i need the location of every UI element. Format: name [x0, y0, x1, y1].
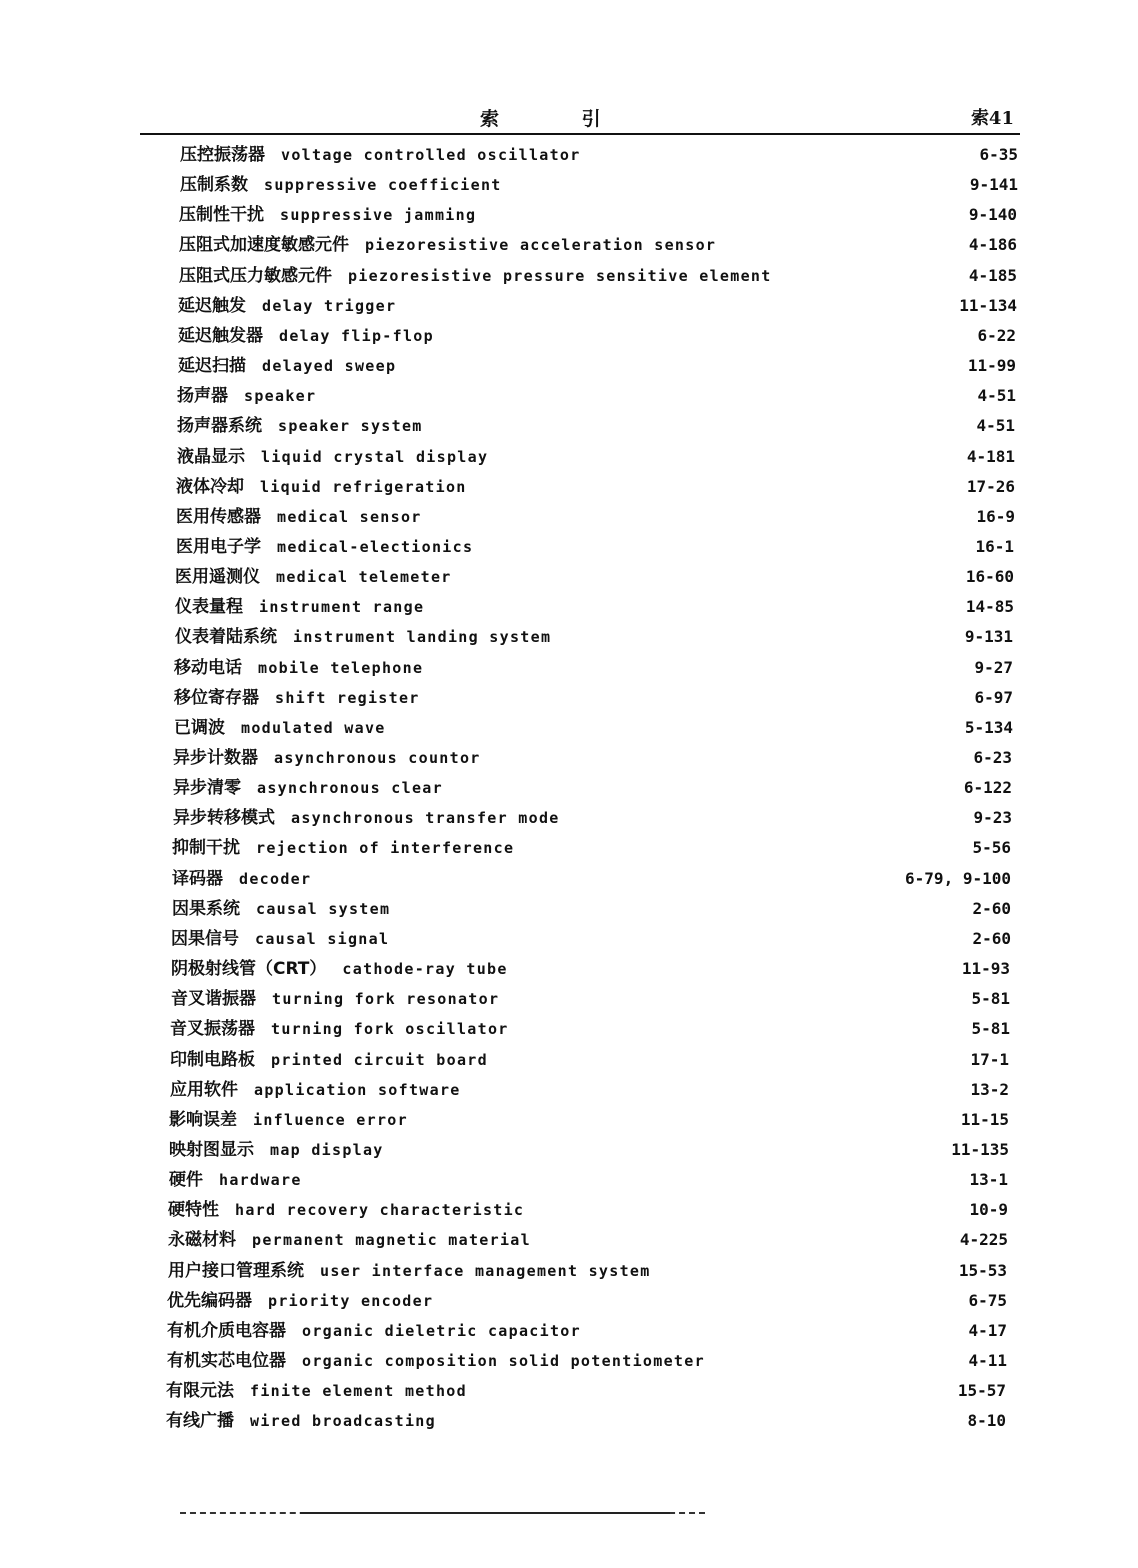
index-entry: [173, 773, 443, 803]
entry-page-reference: 2-60: [972, 929, 1011, 948]
entry-page-reference: 8-10: [967, 1411, 1006, 1430]
entry-term-chinese: 有限元法: [166, 1381, 234, 1401]
entry-page-reference: 4-17: [968, 1321, 1007, 1340]
entry-term-chinese: 移位寄存器: [174, 688, 259, 708]
entry-page-reference: 4-225: [959, 1230, 1008, 1249]
entry-term-chinese: 映射图显示: [169, 1140, 254, 1160]
entry-page-reference: 6-75: [968, 1291, 1007, 1310]
entry-page-reference: 16-60: [965, 567, 1014, 586]
entry-term-english: medical telemeter: [276, 568, 452, 586]
entry-term-chinese: 仪表量程: [175, 597, 243, 617]
entry-page-reference: 4-11: [968, 1351, 1007, 1370]
entry-page-reference: 4-51: [977, 386, 1016, 405]
entry-page-reference: 17-26: [966, 477, 1015, 496]
entry-term-english: asynchronous countor: [274, 749, 481, 767]
entry-term-english: influence error: [253, 1111, 408, 1129]
entry-term-english: hard recovery characteristic: [235, 1201, 525, 1219]
entry-page-reference: 16-1: [975, 537, 1014, 556]
entry-page-reference: 6-79, 9-100: [905, 869, 1011, 888]
entry-term-chinese: 压制系数: [180, 175, 248, 195]
entry-term-english: user interface management system: [320, 1262, 651, 1280]
entry-term-chinese: 有机实芯电位器: [167, 1351, 286, 1371]
entry-page-reference: 14-85: [965, 597, 1014, 616]
entry-term-english: permanent magnetic material: [252, 1231, 531, 1249]
entry-term-english: priority encoder: [268, 1292, 434, 1310]
entry-page-reference: 4-51: [976, 416, 1015, 435]
index-entry: [176, 532, 473, 562]
entry-term-english: liquid crystal display: [261, 448, 489, 466]
entry-page-reference: 16-9: [976, 507, 1015, 526]
entry-term-english: printed circuit board: [271, 1051, 488, 1069]
entry-term-english: suppressive jamming: [280, 206, 477, 224]
entry-term-english: instrument landing system: [293, 628, 552, 646]
index-entry: [176, 472, 467, 502]
entry-term-english: application software: [254, 1081, 461, 1099]
index-entry: [179, 200, 476, 230]
index-entry: [177, 381, 316, 411]
index-entry: [167, 1316, 581, 1346]
entry-page-reference: 15-53: [958, 1261, 1007, 1280]
entry-term-chinese: 音叉谐振器: [171, 989, 256, 1009]
index-entry: [171, 924, 389, 954]
index-entry: [170, 1014, 509, 1044]
index-entry: [178, 351, 396, 381]
entry-term-chinese: 压阻式压力敏感元件: [179, 266, 332, 286]
entry-term-chinese: 医用传感器: [176, 507, 261, 527]
entry-page-reference: 11-15: [960, 1110, 1009, 1129]
entry-term-english: turning fork resonator: [272, 990, 500, 1008]
entry-page-reference: 4-186: [968, 235, 1017, 254]
entry-page-reference: 11-93: [961, 959, 1010, 978]
entry-page-reference: 17-1: [970, 1050, 1009, 1069]
entry-term-english: speaker system: [278, 417, 423, 435]
index-entry: [170, 1075, 461, 1105]
entry-term-chinese: 有线广播: [166, 1411, 234, 1431]
entry-term-english: rejection of interference: [256, 839, 515, 857]
footer-rule: [300, 1512, 670, 1514]
entry-term-chinese: 扬声器: [177, 386, 228, 406]
entry-term-english: suppressive coefficient: [264, 176, 502, 194]
entry-term-chinese: 抑制干扰: [172, 838, 240, 858]
entry-term-chinese: 液晶显示: [177, 447, 245, 467]
index-entry: [169, 1135, 384, 1165]
running-header: [140, 104, 1020, 132]
index-entry: [173, 743, 481, 773]
index-entry: [180, 170, 502, 200]
index-entry: [178, 291, 396, 321]
entry-page-reference: 9-141: [969, 175, 1018, 194]
header-page-number: 索41: [970, 108, 1014, 129]
index-entry: [177, 442, 488, 472]
entry-term-english: causal signal: [255, 930, 390, 948]
entry-page-reference: 13-2: [970, 1080, 1009, 1099]
entry-page-reference: 15-57: [957, 1381, 1006, 1400]
entry-page-reference: 4-185: [968, 266, 1017, 285]
index-entry: [171, 984, 499, 1014]
entry-term-chinese: 有机介质电容器: [167, 1321, 286, 1341]
entry-page-reference: 11-135: [951, 1140, 1009, 1159]
entry-term-chinese: 用户接口管理系统: [168, 1261, 304, 1281]
entry-term-english: organic composition solid potentiometer: [302, 1352, 705, 1370]
entry-page-reference: 6-22: [977, 326, 1016, 345]
index-entry: [172, 833, 514, 863]
entry-term-english: wired broadcasting: [250, 1412, 436, 1430]
entry-term-english: liquid refrigeration: [260, 478, 467, 496]
entry-term-chinese: 异步清零: [173, 778, 241, 798]
entry-term-chinese: 压阻式加速度敏感元件: [179, 235, 349, 255]
entry-page-reference: 4-181: [966, 447, 1015, 466]
entry-term-english: organic dieletric capacitor: [302, 1322, 581, 1340]
entry-term-english: piezoresistive acceleration sensor: [365, 236, 717, 254]
entry-page-reference: 5-56: [972, 838, 1011, 857]
entry-term-chinese: 优先编码器: [167, 1291, 252, 1311]
header-title: 索 引: [480, 108, 639, 130]
index-entry: [178, 321, 434, 351]
entry-term-chinese: 硬特性: [168, 1200, 219, 1220]
entry-term-english: cathode-ray tube: [342, 960, 508, 978]
entry-term-chinese: 应用软件: [170, 1080, 238, 1100]
entry-term-chinese: 永磁材料: [168, 1230, 236, 1250]
entry-page-reference: 9-131: [964, 627, 1013, 646]
index-entry: [169, 1105, 408, 1135]
entry-page-reference: 6-23: [973, 748, 1012, 767]
entry-term-chinese: 已调波: [174, 718, 225, 738]
entry-term-english: decoder: [239, 870, 312, 888]
index-entry: [179, 230, 716, 260]
entry-page-reference: 5-134: [964, 718, 1013, 737]
index-entry: [172, 864, 311, 894]
index-entry: [166, 1376, 467, 1406]
index-entry: [168, 1195, 524, 1225]
index-entry: [169, 1165, 302, 1195]
entry-term-chinese: 扬声器系统: [177, 416, 262, 436]
entry-page-reference: 5-81: [971, 989, 1010, 1008]
entry-term-chinese: 液体冷却: [176, 477, 244, 497]
entry-page-reference: 10-9: [969, 1200, 1008, 1219]
entry-term-english: voltage controlled oscillator: [281, 146, 581, 164]
entry-term-chinese: 延迟触发器: [178, 326, 263, 346]
entry-term-chinese: 异步转移模式: [173, 808, 275, 828]
index-entry: [177, 411, 423, 441]
entry-term-chinese: 压控振荡器: [180, 145, 265, 165]
entry-term-chinese: 医用电子学: [176, 537, 261, 557]
entry-page-reference: 9-140: [968, 205, 1017, 224]
entry-term-english: modulated wave: [241, 719, 386, 737]
entry-page-reference: 13-1: [969, 1170, 1008, 1189]
index-entry: [168, 1256, 651, 1286]
entry-term-english: causal system: [256, 900, 391, 918]
entry-term-english: hardware: [219, 1171, 302, 1189]
index-entry: [172, 894, 390, 924]
entry-term-chinese: 医用遥测仪: [175, 567, 260, 587]
index-entry: [166, 1406, 436, 1436]
entry-term-chinese: 延迟扫描: [178, 356, 246, 376]
index-entry: [175, 622, 551, 652]
entry-term-chinese: 阴极射线管（CRT）: [171, 959, 327, 979]
index-entry: [180, 140, 581, 170]
entry-term-english: medical-electionics: [277, 538, 474, 556]
entry-term-chinese: 压制性干扰: [179, 205, 264, 225]
index-entry: [174, 653, 423, 683]
entry-page-reference: 6-35: [979, 145, 1018, 164]
entry-term-english: asynchronous transfer mode: [291, 809, 560, 827]
entry-term-english: speaker: [244, 387, 317, 405]
entry-term-chinese: 延迟触发: [178, 296, 246, 316]
entry-term-english: shift register: [275, 689, 420, 707]
index-entry: [173, 803, 560, 833]
entry-term-chinese: 因果系统: [172, 899, 240, 919]
entry-term-chinese: 印制电路板: [170, 1050, 255, 1070]
entry-term-chinese: 硬件: [169, 1170, 203, 1190]
entry-term-english: asynchronous clear: [257, 779, 443, 797]
entry-term-english: turning fork oscillator: [271, 1020, 509, 1038]
header-rule: [140, 133, 1020, 135]
entry-page-reference: 2-60: [972, 899, 1011, 918]
entry-page-reference: 6-97: [974, 688, 1013, 707]
index-entry: [168, 1225, 531, 1255]
entry-term-english: delayed sweep: [262, 357, 397, 375]
index-entry: [167, 1286, 433, 1316]
entry-term-chinese: 异步计数器: [173, 748, 258, 768]
entry-page-reference: 11-134: [959, 296, 1017, 315]
entry-term-chinese: 影响误差: [169, 1110, 237, 1130]
entry-page-reference: 9-27: [974, 658, 1013, 677]
entry-page-reference: 6-122: [963, 778, 1012, 797]
entry-term-chinese: 译码器: [172, 869, 223, 889]
index-entry: [179, 261, 772, 291]
entry-page-reference: 11-99: [967, 356, 1016, 375]
entry-term-english: map display: [270, 1141, 384, 1159]
entry-term-english: instrument range: [259, 598, 425, 616]
entry-term-chinese: 仪表着陆系统: [175, 627, 277, 647]
entry-term-chinese: 因果信号: [171, 929, 239, 949]
entry-term-english: mobile telephone: [258, 659, 424, 677]
entry-term-english: piezoresistive pressure sensitive element: [348, 267, 772, 285]
index-entry: [170, 1045, 488, 1075]
entry-term-chinese: 移动电话: [174, 658, 242, 678]
entry-term-english: medical sensor: [277, 508, 422, 526]
entry-term-chinese: 音叉振荡器: [170, 1019, 255, 1039]
entry-term-english: delay flip-flop: [279, 327, 434, 345]
index-entry: [176, 502, 422, 532]
index-entry: [174, 713, 386, 743]
entry-page-reference: 5-81: [971, 1019, 1010, 1038]
index-entry: [167, 1346, 705, 1376]
entry-page-reference: 9-23: [973, 808, 1012, 827]
entry-term-english: delay trigger: [262, 297, 397, 315]
index-entry: [175, 562, 452, 592]
entry-term-english: finite element method: [250, 1382, 467, 1400]
index-entry: [175, 592, 424, 622]
index-entry: [171, 954, 508, 984]
index-entry: [174, 683, 420, 713]
